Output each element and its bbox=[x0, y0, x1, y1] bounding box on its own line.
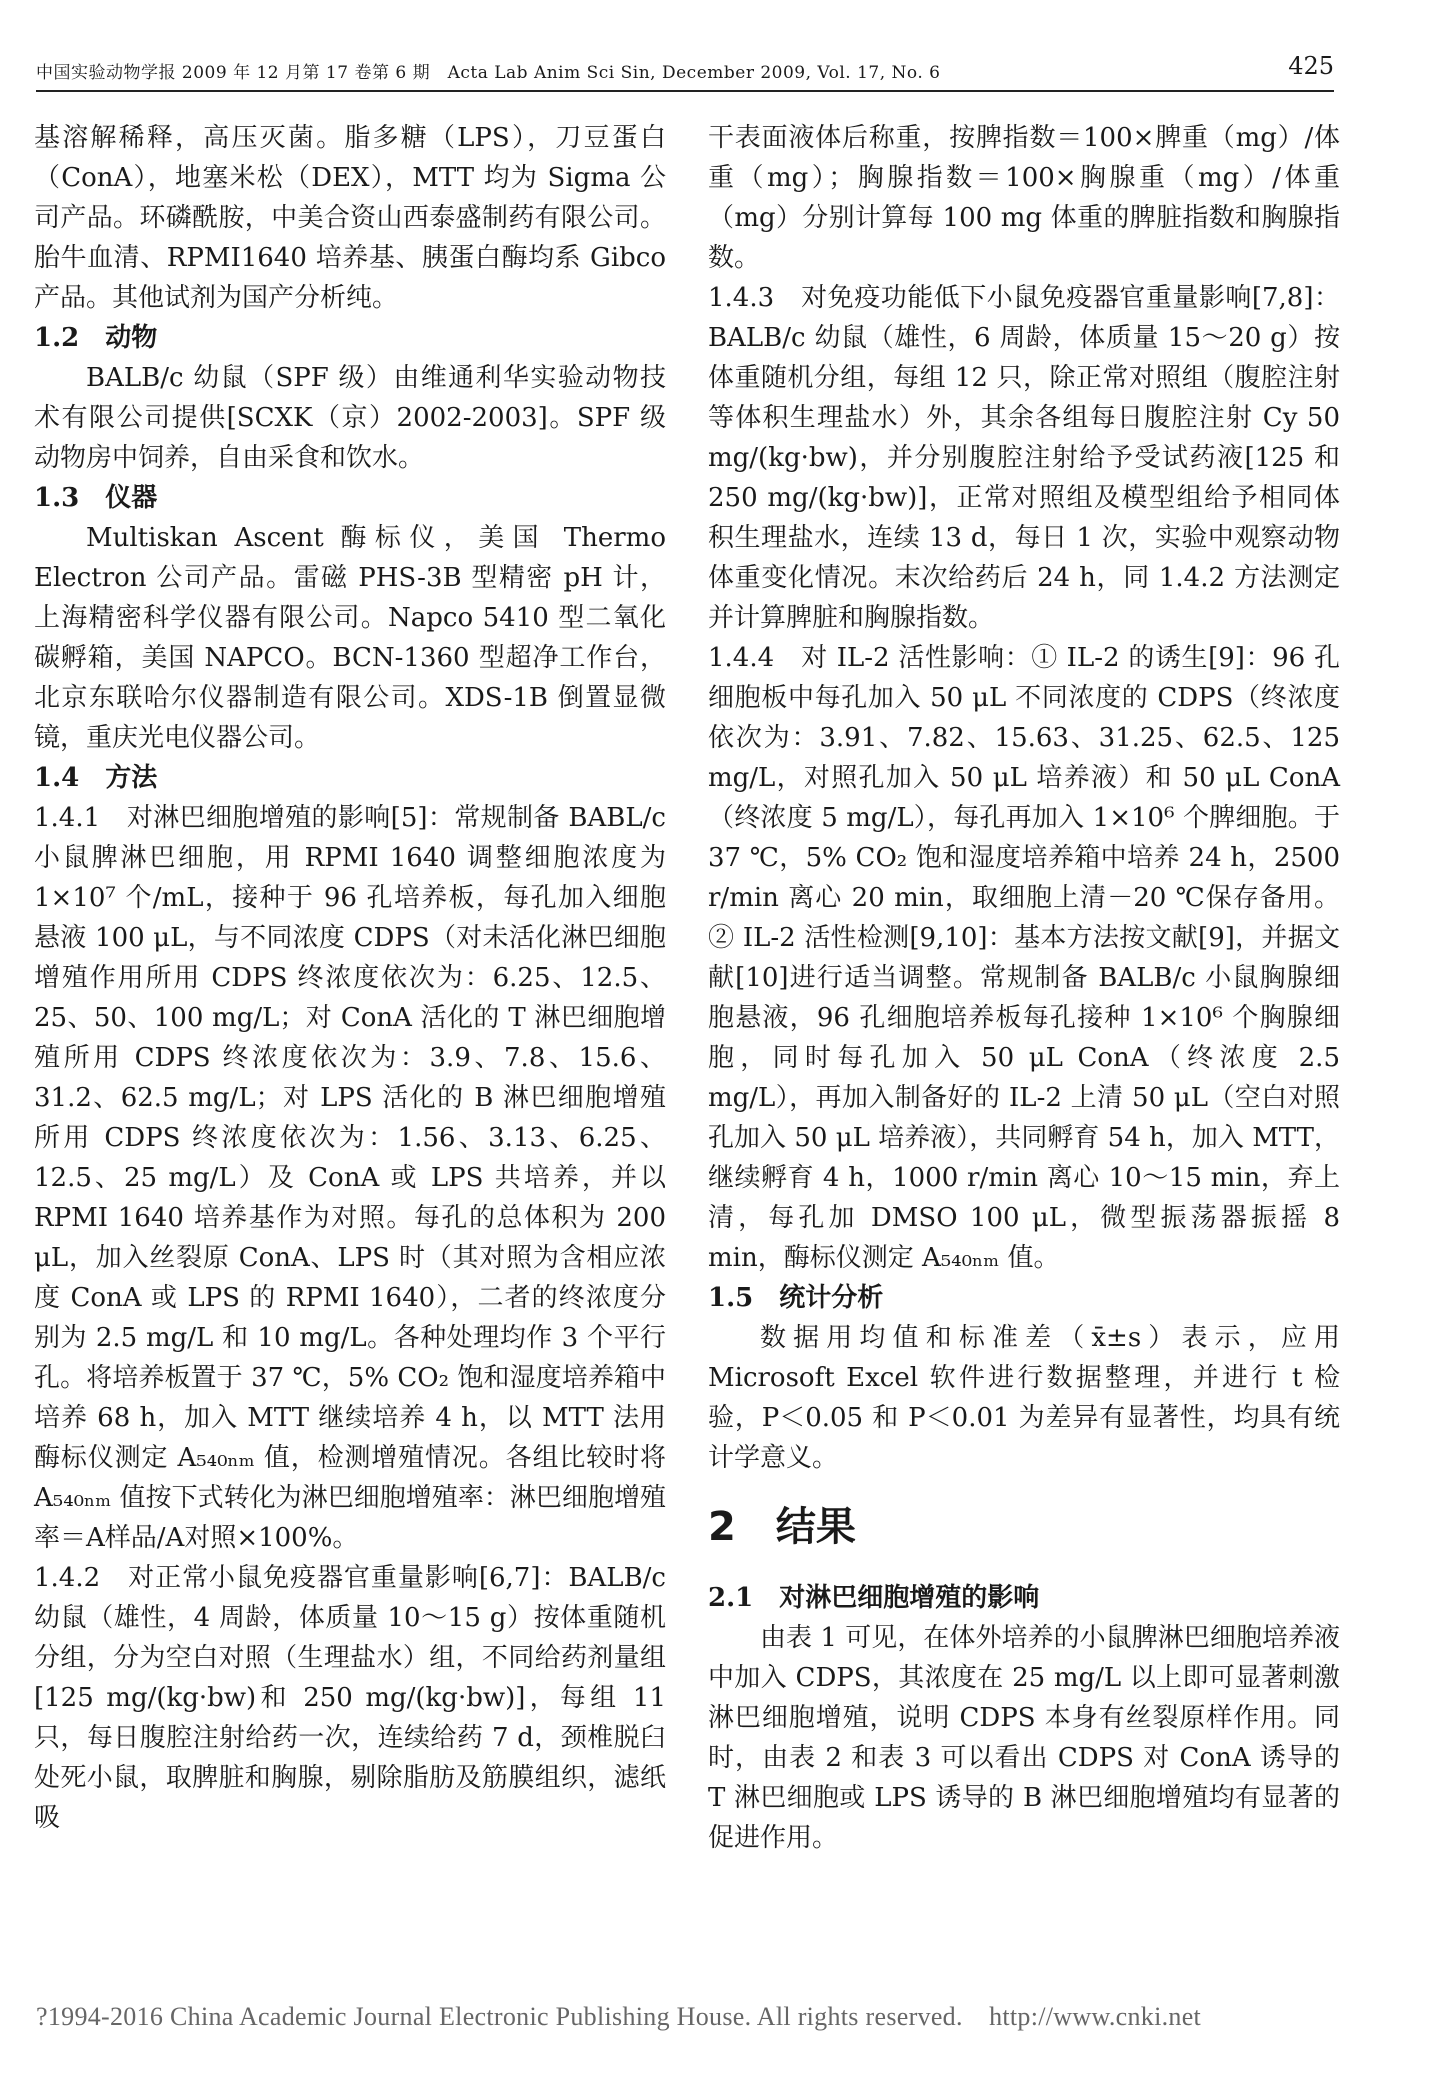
paragraph: 数据用均值和标准差（x̄±s）表示，应用 Microsoft Excel 软件进行数据整理，并进行 t 检验，P＜0.05 和 P＜0.01 为差异有显著性，均具有统计学意义。 bbox=[708, 1323, 1340, 1473]
paragraph: Multiskan Ascent 酶标仪，美国 Thermo Electron 公司产品。雷磁 PHS-3B 型精密 pH 计，上海精密科学仪器有限公司。Napco 5410 型二氧化碳孵箱，美国 NAPCO。BCN-1360 型超净工作台，北京东联哈尔仪器制造有限公司。XDS-1B 倒置显微镜，重庆光电仪器公司。 bbox=[34, 523, 666, 753]
page-number: 425 bbox=[1288, 52, 1334, 80]
copyright-footer: ?1994-2016 China Academic Journal Electronic Publishing House. All rights reserved. http://www.cnki.net bbox=[36, 2002, 1202, 2031]
running-header bbox=[36, 52, 1334, 92]
subsection-heading-lymphocyte: 2.1 对淋巴细胞增殖的影响 bbox=[708, 1583, 1040, 1613]
header-rule bbox=[36, 90, 1334, 92]
left-column bbox=[34, 118, 666, 1838]
section-heading-instruments: 1.3 仪器 bbox=[34, 483, 158, 513]
paragraph: 干表面液体后称重，按脾指数＝100×脾重（mg）/体重（mg）；胸腺指数＝100×胸腺重（mg）/体重（mg）分别计算每 100 mg 体重的脾脏指数和胸腺指数。 bbox=[708, 123, 1340, 273]
section-heading-results: 2 结果 bbox=[708, 1504, 856, 1550]
paragraph: 基溶解稀释，高压灭菌。脂多糖（LPS），刀豆蛋白（ConA），地塞米松（DEX），MTT 均为 Sigma 公司产品。环磷酰胺，中美合资山西泰盛制药有限公司。胎牛血清、RPMI1640 培养基、胰蛋白酶均系 Gibco 产品。其他试剂为国产分析纯。 bbox=[34, 123, 666, 313]
section-heading-methods: 1.4 方法 bbox=[34, 763, 158, 793]
paragraph: 1.4.3 对免疫功能低下小鼠免疫器官重量影响[7,8]：BALB/c 幼鼠（雄性，6 周龄，体质量 15～20 g）按体重随机分组，每组 12 只，除正常对照组（腹腔注射等体积生理盐水）外，其余各组每日腹腔注射 Cy 50 mg/(kg·bw)，并分别腹腔注射给予受试药液[125 和 250 mg/(kg·bw)]，正常对照组及模型组给予相同体积生理盐水，连续 13 d，每日 1 次，实验中观察动物体重变化情况。末次给药后 24 h，同 1.4.2 方法测定并计算脾脏和胸腺指数。 bbox=[708, 283, 1340, 633]
paragraph: 由表 1 可见，在体外培养的小鼠脾淋巴细胞培养液中加入 CDPS，其浓度在 25 mg/L 以上即可显著刺激淋巴细胞增殖，说明 CDPS 本身有丝裂原样作用。同时，由表 2 和表 3 可以看出 CDPS 对 ConA 诱导的 T 淋巴细胞或 LPS 诱导的 B 淋巴细胞增殖均有显著的促进作用。 bbox=[708, 1623, 1340, 1853]
paragraph: 1.4.2 对正常小鼠免疫器官重量影响[6,7]：BALB/c 幼鼠（雄性，4 周龄，体质量 10～15 g）按体重随机分组，分为空白对照（生理盐水）组，不同给药剂量组[125 mg/(kg·bw)和 250 mg/(kg·bw)]，每组 11 只，每日腹腔注射给药一次，连续给药 7 d，颈椎脱臼处死小鼠，取脾脏和胸腺，剔除脂肪及筋膜组织，滤纸吸 bbox=[34, 1563, 666, 1833]
paragraph: 1.4.1 对淋巴细胞增殖的影响[5]：常规制备 BABL/c 小鼠脾淋巴细胞，用 RPMI 1640 调整细胞浓度为 1×10⁷ 个/mL，接种于 96 孔培养板，每孔加入细胞悬液 100 μL，与不同浓度 CDPS（对未活化淋巴细胞增殖作用所用 CDPS 终浓度依次为：6.25、12.5、25、50、100 mg/L；对 ConA 活化的 T 淋巴细胞增殖所用 CDPS 终浓度依次为：3.9、7.8、15.6、31.2、62.5 mg/L；对 LPS 活化的 B 淋巴细胞增殖所用 CDPS 终浓度依次为：1.56、3.13、6.25、12.5、25 mg/L）及 ConA 或 LPS 共培养，并以 RPMI 1640 培养基作为对照。每孔的总体积为 200 μL，加入丝裂原 ConA、LPS 时（其对照为含相应浓度 ConA 或 LPS 的 RPMI 1640），二者的终浓度分别为 2.5 mg/L 和 10 mg/L。各种处理均作 3 个平行孔。将培养板置于 37 ℃，5% CO₂ 饱和湿度培养箱中培养 68 h，加入 MTT 继续培养 4 h，以 MTT 法用酶标仪测定 A₅₄₀ₙₘ 值，检测增殖情况。各组比较时将 A₅₄₀ₙₘ 值按下式转化为淋巴细胞增殖率：淋巴细胞增殖率＝A样品/A对照×100%。 bbox=[34, 803, 666, 1553]
section-heading-animals: 1.2 动物 bbox=[34, 323, 158, 353]
paragraph: 1.4.4 对 IL-2 活性影响：① IL-2 的诱生[9]：96 孔细胞板中每孔加入 50 μL 不同浓度的 CDPS（终浓度依次为：3.91、7.82、15.63、31.25、62.5、125 mg/L，对照孔加入 50 μL 培养液）和 50 μL ConA（终浓度 5 mg/L），每孔再加入 1×10⁶ 个脾细胞。于 37 ℃，5% CO₂ 饱和湿度培养箱中培养 24 h，2500 r/min 离心 20 min，取细胞上清－20 ℃保存备用。② IL-2 活性检测[9,10]：基本方法按文献[9]，并据文献[10]进行适当调整。常规制备 BALB/c 小鼠胸腺细胞悬液，96 孔细胞培养板每孔接种 1×10⁶ 个胸腺细胞，同时每孔加入 50 μL ConA（终浓度 2.5 mg/L），再加入制备好的 IL-2 上清 50 μL（空白对照孔加入 50 μL 培养液），共同孵育 54 h，加入 MTT，继续孵育 4 h，1000 r/min 离心 10～15 min，弃上清，每孔加 DMSO 100 μL，微型振荡器振摇 8 min，酶标仪测定 A₅₄₀ₙₘ 值。 bbox=[708, 643, 1340, 1273]
paragraph: BALB/c 幼鼠（SPF 级）由维通利华实验动物技术有限公司提供[SCXK（京）2002-2003]。SPF 级动物房中饲养，自由采食和饮水。 bbox=[34, 363, 666, 473]
right-column bbox=[708, 118, 1340, 1858]
journal-citation: 中国实验动物学报 2009 年 12 月第 17 卷第 6 期 Acta Lab Anim Sci Sin, December 2009, Vol. 17, No. 6 bbox=[36, 63, 941, 83]
section-heading-statistics: 1.5 统计分析 bbox=[708, 1283, 884, 1313]
